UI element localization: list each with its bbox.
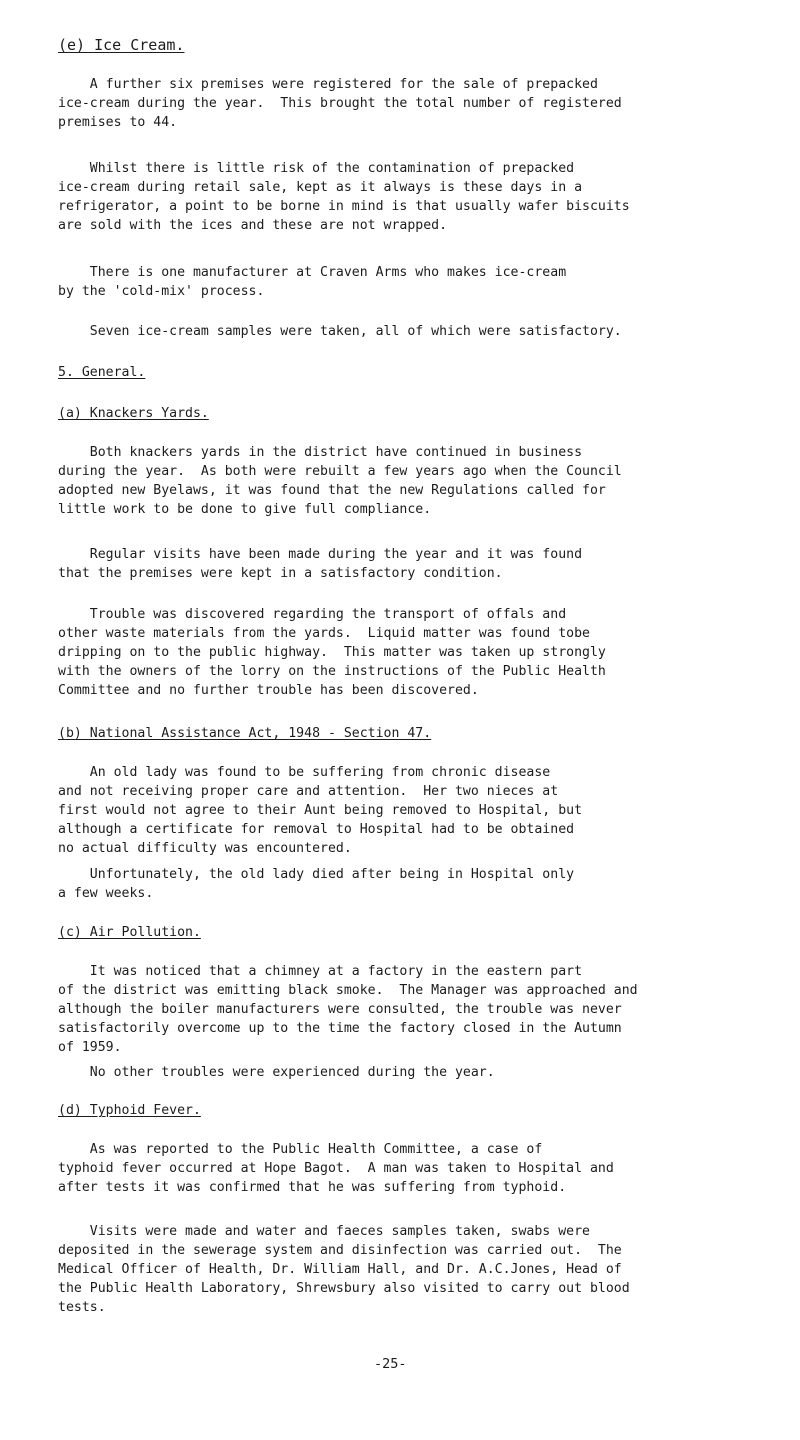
paragraph-typhoid-case: As was reported to the Public Health Committee, a case of typhoid fever occurred at Hope Bagot. A man was taken to Hospital and after tests it was confirmed that he was suffering from typhoid.: [58, 1142, 614, 1195]
paragraph-air-pollution-other: No other troubles were experienced during the year.: [58, 1065, 495, 1080]
paragraph-air-pollution-chimney: It was noticed that a chimney at a factory in the eastern part of the district was emitting black smoke. The Manager was approached and although the boiler manufacturers were consulted, the trouble was never satisfactorily overcome up to the time the factory closed in the Autumn of 1959.: [58, 964, 638, 1055]
section-heading-general: 5. General.: [58, 365, 146, 380]
section-heading-ice-cream: (e) Ice Cream.: [58, 36, 185, 54]
paragraph-ice-cream-risk: Whilst there is little risk of the contamination of prepacked ice-cream during retail sale, kept as it always is these days in a refrigerator, a point to be borne in mind is that usually wafer biscuits are sold with the ices and these are not wrapped.: [58, 161, 630, 233]
paragraph-knackers-visits: Regular visits have been made during the year and it was found that the premises were kept in a satisfactory condition.: [58, 547, 583, 581]
paragraph-ice-cream-manufacturer: There is one manufacturer at Craven Arms who makes ice-cream by the 'cold-mix' process.: [58, 265, 567, 299]
paragraph-national-assistance-outcome: Unfortunately, the old lady died after being in Hospital only a few weeks.: [58, 867, 575, 901]
page-number: -25-: [374, 1356, 407, 1372]
paragraph-typhoid-visits: Visits were made and water and faeces samples taken, swabs were deposited in the sewerage system and disinfection was carried out. The Medical Officer of Health, Dr. William Hall, and Dr. A.C.Jones, Head of the Public Health Laboratory, Shrewsbury also visited to carry out blood tests.: [58, 1224, 630, 1315]
paragraph-knackers-business: Both knackers yards in the district have continued in business during the year. As both were rebuilt a few years ago when the Council adopted new Byelaws, it was found that the new Regulations called for little work to be done to give full compliance.: [58, 445, 622, 517]
section-heading-air-pollution: (c) Air Pollution.: [58, 925, 201, 940]
section-heading-national-assistance: (b) National Assistance Act, 1948 - Section 47.: [58, 726, 432, 741]
paragraph-knackers-trouble: Trouble was discovered regarding the transport of offals and other waste materials from the yards. Liquid matter was found tobe dripping on to the public highway. This matter was taken up strongly with the owners of the lorry on the instructions of the Public Health Committee and no further trouble has been discovered.: [58, 607, 606, 698]
paragraph-ice-cream-registered: A further six premises were registered for the sale of prepacked ice-cream during the year. This brought the total number of registered premises to 44.: [58, 77, 622, 130]
paragraph-ice-cream-samples: Seven ice-cream samples were taken, all of which were satisfactory.: [58, 324, 622, 339]
section-heading-knackers-yards: (a) Knackers Yards.: [58, 406, 209, 421]
paragraph-national-assistance-case: An old lady was found to be suffering from chronic disease and not receiving proper care and attention. Her two nieces at first would not agree to their Aunt being removed to Hospital, but although a certificate for removal to Hospital had to be obtained no actual difficulty was encountered.: [58, 765, 583, 856]
section-heading-typhoid-fever: (d) Typhoid Fever.: [58, 1103, 201, 1118]
